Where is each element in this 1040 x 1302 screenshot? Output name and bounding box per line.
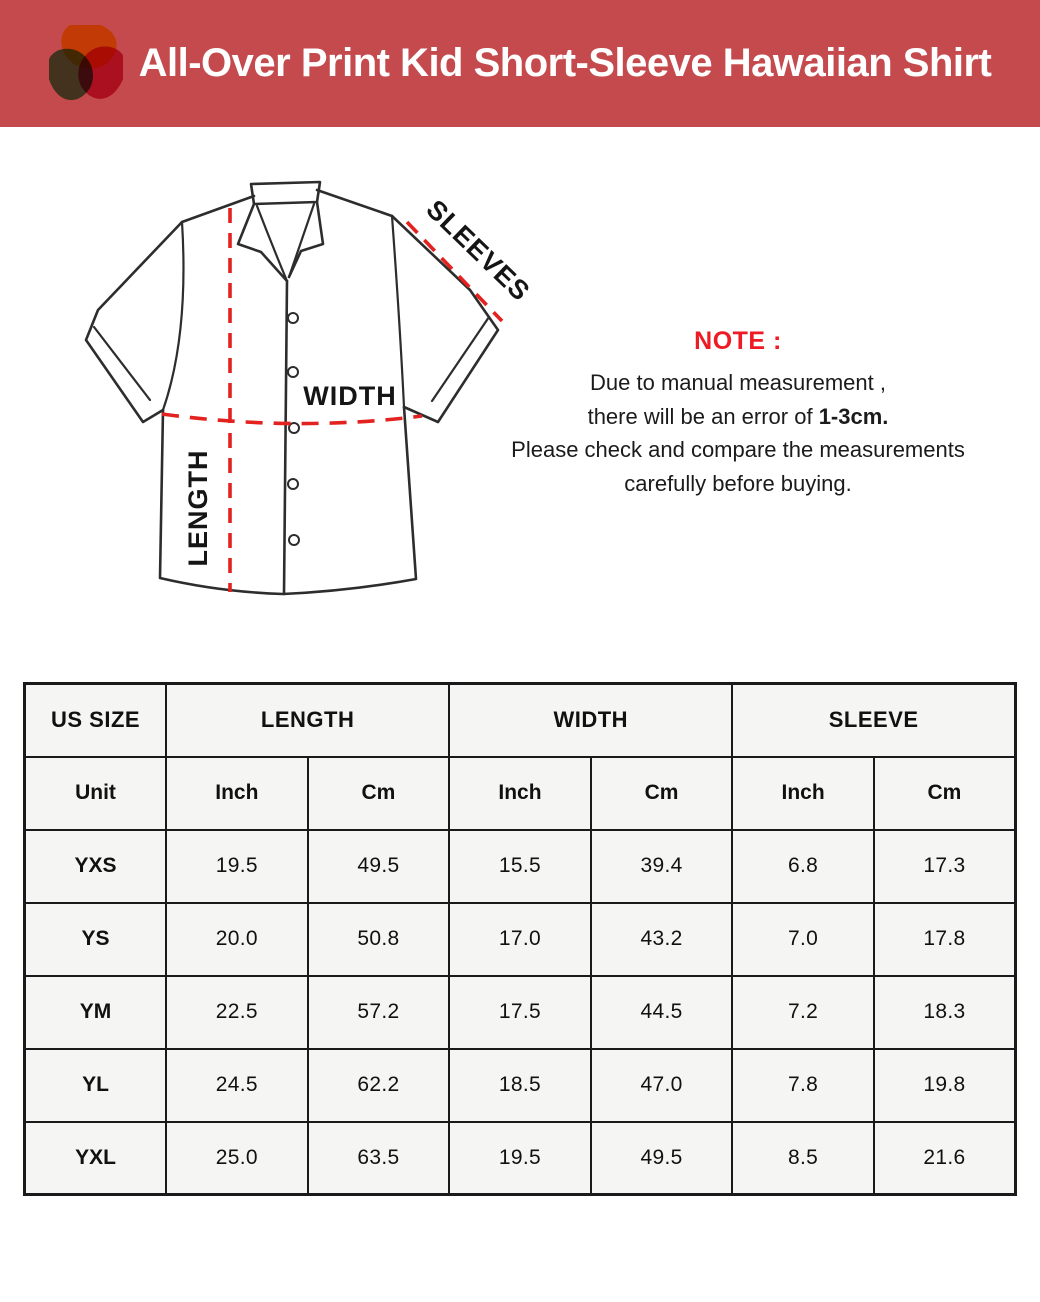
cell-value: 47.0	[591, 1049, 733, 1122]
unit-sleeve-inch: Inch	[732, 757, 874, 830]
cell-value: 43.2	[591, 903, 733, 976]
note-line-2-bold: 1-3cm.	[818, 403, 889, 429]
unit-width-inch: Inch	[449, 757, 591, 830]
cell-value: 18.5	[449, 1049, 591, 1122]
unit-length-cm: Cm	[308, 757, 450, 830]
length-label: LENGTH	[183, 449, 213, 567]
cell-value: 57.2	[308, 976, 450, 1049]
size-label: YM	[25, 976, 167, 1049]
note-line-1: Due to manual measurement ,	[590, 370, 886, 395]
note-block	[498, 327, 978, 500]
shirt-buttons	[288, 313, 299, 545]
note-line-2	[498, 400, 978, 434]
cell-value: 19.5	[449, 1122, 591, 1195]
cell-value: 25.0	[166, 1122, 308, 1195]
cell-value: 17.5	[449, 976, 591, 1049]
cell-value: 7.8	[732, 1049, 874, 1122]
cell-value: 62.2	[308, 1049, 450, 1122]
col-header-us-size: US SIZE	[25, 684, 167, 757]
cell-value: 19.8	[874, 1049, 1016, 1122]
cell-value: 22.5	[166, 976, 308, 1049]
cell-value: 49.5	[591, 1122, 733, 1195]
brand-logo-icon	[49, 25, 123, 103]
cell-value: 44.5	[591, 976, 733, 1049]
cell-value: 7.0	[732, 903, 874, 976]
col-header-sleeve: SLEEVE	[732, 684, 1015, 757]
page-title: All-Over Print Kid Short-Sleeve Hawaiian Shirt	[138, 41, 992, 85]
size-label: YL	[25, 1049, 167, 1122]
note-title: NOTE :	[694, 327, 782, 355]
unit-width-cm: Cm	[591, 757, 733, 830]
cell-value: 8.5	[732, 1122, 874, 1195]
table-row-ys	[25, 903, 1016, 976]
cell-value: 49.5	[308, 830, 450, 903]
width-label: WIDTH	[303, 381, 397, 411]
cell-value: 18.3	[874, 976, 1016, 1049]
shirt-placket	[284, 281, 287, 594]
cell-value: 50.8	[308, 903, 450, 976]
unit-header: Unit	[25, 757, 167, 830]
col-header-width: WIDTH	[449, 684, 732, 757]
note-line-4: carefully before buying.	[624, 470, 852, 496]
note-line-2-text: there will be an error of	[587, 403, 819, 429]
cell-value: 20.0	[166, 903, 308, 976]
cell-value: 15.5	[449, 830, 591, 903]
table-row-yl	[25, 1049, 1016, 1122]
cell-value: 63.5	[308, 1122, 450, 1195]
unit-length-inch: Inch	[166, 757, 308, 830]
cell-value: 17.0	[449, 903, 591, 976]
cell-value: 21.6	[874, 1122, 1016, 1195]
diagram-section	[0, 127, 1040, 682]
size-label: YXS	[25, 830, 167, 903]
cell-value: 39.4	[591, 830, 733, 903]
cell-value: 19.5	[166, 830, 308, 903]
shirt-right-lapel	[289, 202, 323, 277]
sleeves-label: SLEEVES	[420, 194, 536, 308]
cell-value: 17.3	[874, 830, 1016, 903]
shirt-neckband	[251, 182, 320, 204]
cell-value: 6.8	[732, 830, 874, 903]
unit-sleeve-cm: Cm	[874, 757, 1016, 830]
header-banner	[0, 0, 1040, 127]
cell-value: 7.2	[732, 976, 874, 1049]
cell-value: 17.8	[874, 903, 1016, 976]
table-row-yxs	[25, 830, 1016, 903]
table-row-yxl	[25, 1122, 1016, 1195]
note-line-3: Please check and compare the measurements	[511, 437, 965, 462]
width-line	[162, 414, 422, 424]
shirt-measurement-diagram	[70, 160, 540, 620]
size-chart-table	[23, 682, 1017, 1196]
size-label: YS	[25, 903, 167, 976]
col-header-length: LENGTH	[166, 684, 449, 757]
table-row-ym	[25, 976, 1016, 1049]
table-group-header-row	[25, 684, 1016, 757]
table-unit-row	[25, 757, 1016, 830]
cell-value: 24.5	[166, 1049, 308, 1122]
shirt-left-lapel	[238, 204, 287, 281]
size-label: YXL	[25, 1122, 167, 1195]
